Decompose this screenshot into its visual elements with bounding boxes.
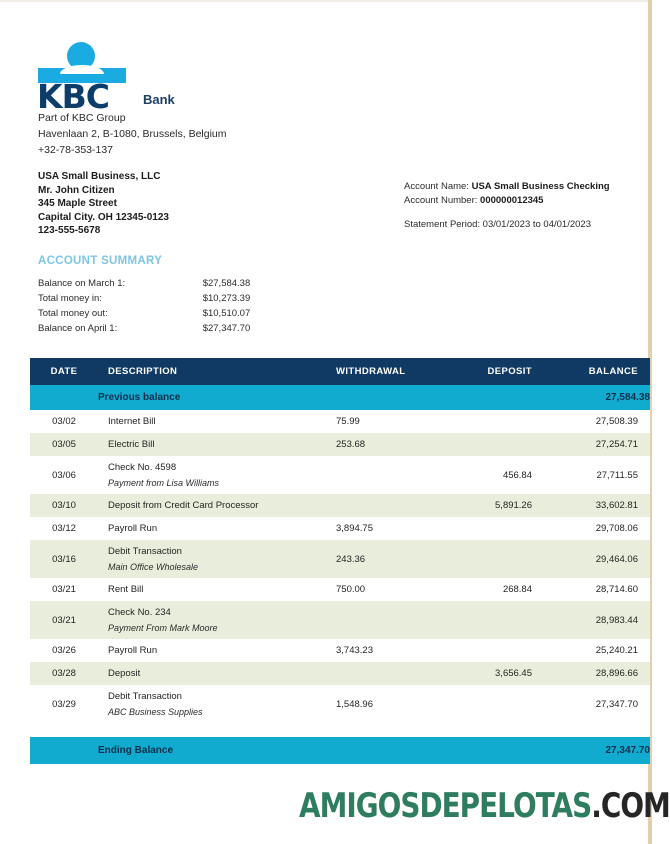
transaction-balance bbox=[548, 662, 650, 685]
previous-balance-amount-text: 27,584.38 bbox=[605, 392, 650, 403]
transaction-deposit bbox=[440, 456, 548, 494]
ending-balance-deposit bbox=[440, 737, 548, 764]
ending-balance-amount-text: 27,347.70 bbox=[605, 745, 650, 756]
transaction-memo: Payment From Mark Moore bbox=[108, 623, 218, 633]
transaction-date-text: 03/21 bbox=[52, 584, 76, 595]
transaction-description-text: Electric Bill bbox=[108, 439, 155, 450]
transaction-memo: ABC Business Supplies bbox=[108, 707, 203, 717]
transaction-withdrawal bbox=[336, 494, 440, 517]
transaction-date bbox=[30, 494, 98, 517]
previous-balance-label-text: Previous balance bbox=[98, 392, 181, 403]
logo-notch-icon bbox=[60, 65, 104, 74]
summary-row bbox=[38, 323, 288, 338]
table-row bbox=[30, 456, 650, 494]
previous-balance-label bbox=[98, 385, 336, 410]
logo-wordmark: KBC bbox=[37, 77, 109, 116]
summary-row bbox=[38, 278, 288, 293]
transaction-description bbox=[98, 540, 336, 578]
statement-period: Statement Period: 03/01/2023 to 04/01/2023 bbox=[404, 219, 591, 230]
transactions-table-head bbox=[30, 358, 650, 385]
transaction-description bbox=[98, 662, 336, 685]
transaction-withdrawal bbox=[336, 540, 440, 578]
column-header-balance: BALANCE bbox=[548, 358, 650, 385]
transaction-deposit bbox=[440, 662, 548, 685]
account-number-value: 000000012345 bbox=[480, 195, 544, 206]
transaction-balance-text: 28,714.60 bbox=[595, 584, 638, 595]
transaction-withdrawal-text: 3,894.75 bbox=[336, 523, 373, 534]
column-header-date: DATE bbox=[30, 358, 98, 385]
bank-phone-line: +32-78-353-137 bbox=[38, 144, 114, 156]
transactions-header-row bbox=[30, 358, 650, 385]
transaction-balance-text: 27,254.71 bbox=[595, 439, 638, 450]
transaction-deposit-text: 268.84 bbox=[502, 584, 532, 595]
transaction-balance bbox=[548, 601, 650, 639]
transaction-balance-text: 29,708.06 bbox=[595, 523, 638, 534]
bank-group-line: Part of KBC Group bbox=[38, 112, 126, 124]
transaction-date-text: 03/05 bbox=[52, 439, 76, 450]
transaction-deposit bbox=[440, 578, 548, 601]
table-row bbox=[30, 639, 650, 662]
transaction-description bbox=[98, 410, 336, 433]
transaction-deposit bbox=[440, 410, 548, 433]
transaction-deposit bbox=[440, 685, 548, 723]
transaction-withdrawal bbox=[336, 456, 440, 494]
account-info-block bbox=[404, 180, 610, 208]
transaction-balance-text: 27,347.70 bbox=[595, 698, 638, 710]
ending-balance-amount bbox=[548, 737, 650, 764]
transaction-withdrawal-text: 3,743.23 bbox=[336, 645, 373, 656]
ending-balance-label bbox=[98, 737, 336, 764]
previous-balance-row bbox=[30, 385, 650, 410]
previous-balance-amount bbox=[548, 385, 650, 410]
column-header-deposit: DEPOSIT bbox=[440, 358, 548, 385]
transaction-withdrawal bbox=[336, 639, 440, 662]
customer-address-block bbox=[38, 170, 169, 238]
transaction-description bbox=[98, 517, 336, 540]
transaction-balance-text: 27,711.55 bbox=[596, 469, 638, 481]
transaction-balance bbox=[548, 517, 650, 540]
account-name-row bbox=[404, 180, 610, 194]
transaction-balance bbox=[548, 433, 650, 456]
table-row bbox=[30, 433, 650, 456]
transaction-description-text: Rent Bill bbox=[108, 584, 144, 595]
summary-label: Total money in: bbox=[38, 293, 102, 304]
summary-row bbox=[38, 308, 288, 323]
transaction-description-text: Debit Transaction bbox=[108, 691, 182, 702]
table-row bbox=[30, 494, 650, 517]
transaction-balance-text: 28,983.44 bbox=[595, 614, 638, 626]
transaction-deposit bbox=[440, 639, 548, 662]
transaction-description bbox=[98, 639, 336, 662]
transaction-description-text: Deposit bbox=[108, 668, 141, 679]
transaction-date-text: 03/02 bbox=[52, 416, 76, 427]
transaction-withdrawal bbox=[336, 662, 440, 685]
transaction-withdrawal-text: 253.68 bbox=[336, 439, 366, 450]
customer-city-state-zip: Capital City. OH 12345-0123 bbox=[38, 211, 169, 223]
summary-row bbox=[38, 293, 288, 308]
transaction-balance-text: 29,464.06 bbox=[595, 553, 638, 565]
transaction-description-text: Check No. 234 bbox=[108, 607, 171, 618]
transaction-date-text: 03/28 bbox=[52, 668, 76, 679]
summary-label: Balance on March 1: bbox=[38, 278, 126, 289]
transaction-deposit bbox=[440, 433, 548, 456]
transaction-date bbox=[30, 433, 98, 456]
column-header-withdrawal: WITHDRAWAL bbox=[336, 358, 440, 385]
table-row bbox=[30, 662, 650, 685]
transaction-description bbox=[98, 456, 336, 494]
transaction-withdrawal bbox=[336, 433, 440, 456]
account-summary-table bbox=[38, 278, 288, 338]
transaction-balance bbox=[548, 494, 650, 517]
table-row bbox=[30, 410, 650, 433]
table-spacer-row bbox=[30, 723, 650, 737]
summary-amount: $27,584.38 bbox=[202, 278, 251, 289]
transaction-balance bbox=[548, 578, 650, 601]
table-spacer-cell bbox=[30, 723, 650, 737]
transaction-balance-text: 28,896.66 bbox=[595, 668, 638, 679]
summary-amount: $10,510.07 bbox=[202, 308, 251, 319]
table-row bbox=[30, 540, 650, 578]
transaction-deposit-text: 3,656.45 bbox=[495, 668, 532, 679]
transaction-balance bbox=[548, 410, 650, 433]
summary-amount: $10,273.39 bbox=[202, 293, 251, 304]
ending-balance-label-text: Ending Balance bbox=[98, 745, 174, 756]
transaction-date-text: 03/06 bbox=[52, 469, 76, 481]
transaction-withdrawal bbox=[336, 410, 440, 433]
logo-bank-label: Bank bbox=[143, 92, 175, 107]
transaction-description-text: Deposit from Credit Card Processor bbox=[108, 500, 259, 511]
transaction-description bbox=[98, 685, 336, 723]
account-summary-heading: ACCOUNT SUMMARY bbox=[38, 255, 163, 267]
account-name-label: Account Name: bbox=[404, 181, 469, 192]
summary-label: Total money out: bbox=[38, 308, 108, 319]
transaction-date bbox=[30, 639, 98, 662]
account-name-value: USA Small Business Checking bbox=[471, 181, 610, 192]
transaction-withdrawal bbox=[336, 578, 440, 601]
account-number-row bbox=[404, 194, 610, 208]
bank-address-line: Havenlaan 2, B-1080, Brussels, Belgium bbox=[38, 128, 227, 140]
transaction-date bbox=[30, 410, 98, 433]
transaction-description bbox=[98, 433, 336, 456]
transaction-description-text: Payroll Run bbox=[108, 645, 158, 656]
transaction-description bbox=[98, 494, 336, 517]
previous-balance-date bbox=[30, 385, 98, 410]
bank-address-block bbox=[38, 110, 227, 158]
transaction-deposit bbox=[440, 517, 548, 540]
transaction-balance bbox=[548, 456, 650, 494]
transaction-withdrawal-text: 750.00 bbox=[336, 584, 366, 595]
previous-balance-deposit bbox=[440, 385, 548, 410]
transaction-date bbox=[30, 540, 98, 578]
transaction-date-text: 03/21 bbox=[52, 614, 76, 626]
customer-street: 345 Maple Street bbox=[38, 198, 117, 209]
transaction-date bbox=[30, 456, 98, 494]
transaction-balance bbox=[548, 540, 650, 578]
account-number-label: Account Number: bbox=[404, 195, 478, 206]
transaction-description-text: Internet Bill bbox=[108, 416, 156, 427]
watermark-suffix: .COM bbox=[591, 786, 670, 826]
transaction-date bbox=[30, 601, 98, 639]
table-row bbox=[30, 685, 650, 723]
transaction-description-text: Check No. 4598 bbox=[108, 462, 177, 473]
summary-label: Balance on April 1: bbox=[38, 323, 118, 334]
transaction-date bbox=[30, 517, 98, 540]
transaction-date bbox=[30, 685, 98, 723]
table-row bbox=[30, 517, 650, 540]
transaction-date-text: 03/26 bbox=[52, 645, 76, 656]
customer-name: Mr. John Citizen bbox=[38, 184, 115, 196]
transaction-date-text: 03/16 bbox=[52, 553, 76, 565]
transaction-withdrawal bbox=[336, 601, 440, 639]
transaction-description bbox=[98, 601, 336, 639]
ending-balance-withdrawal bbox=[336, 737, 440, 764]
customer-phone: 123-555-5678 bbox=[38, 225, 101, 236]
transactions-table-body bbox=[30, 385, 650, 764]
transaction-withdrawal bbox=[336, 685, 440, 723]
transaction-date-text: 03/29 bbox=[52, 698, 76, 710]
transaction-deposit bbox=[440, 601, 548, 639]
transaction-date-text: 03/10 bbox=[52, 500, 76, 511]
transaction-deposit-text: 456.84 bbox=[502, 469, 532, 481]
transaction-balance bbox=[548, 685, 650, 723]
transaction-memo: Payment from Lisa Williams bbox=[108, 478, 219, 488]
transaction-description-text: Debit Transaction bbox=[108, 546, 182, 557]
transaction-withdrawal bbox=[336, 517, 440, 540]
transaction-date bbox=[30, 578, 98, 601]
summary-amount: $27,347.70 bbox=[202, 323, 251, 334]
transaction-description bbox=[98, 578, 336, 601]
account-summary-body bbox=[38, 278, 288, 338]
watermark-primary: AMIGOSDEPELOTAS bbox=[299, 786, 592, 826]
transaction-deposit bbox=[440, 540, 548, 578]
transaction-balance-text: 33,602.81 bbox=[595, 500, 638, 511]
transaction-withdrawal-text: 1,548.96 bbox=[336, 698, 373, 710]
transaction-withdrawal-text: 243.36 bbox=[336, 553, 366, 565]
table-row bbox=[30, 601, 650, 639]
ending-balance-date bbox=[30, 737, 98, 764]
transaction-balance-text: 27,508.39 bbox=[595, 416, 638, 427]
transaction-memo: Main Office Wholesale bbox=[108, 562, 199, 572]
table-row bbox=[30, 578, 650, 601]
transaction-date-text: 03/12 bbox=[52, 523, 76, 534]
previous-balance-withdrawal bbox=[336, 385, 440, 410]
customer-company: USA Small Business, LLC bbox=[38, 171, 161, 182]
transactions-table bbox=[30, 358, 650, 764]
transaction-description-text: Payroll Run bbox=[108, 523, 158, 534]
column-header-description: DESCRIPTION bbox=[98, 358, 336, 385]
site-watermark bbox=[299, 786, 670, 826]
ending-balance-row bbox=[30, 737, 650, 764]
transaction-deposit-text: 5,891.26 bbox=[495, 500, 532, 511]
transaction-date bbox=[30, 662, 98, 685]
transaction-withdrawal-text: 75.99 bbox=[336, 416, 360, 427]
transaction-balance bbox=[548, 639, 650, 662]
transaction-balance-text: 25,240.21 bbox=[595, 645, 638, 656]
transaction-deposit bbox=[440, 494, 548, 517]
